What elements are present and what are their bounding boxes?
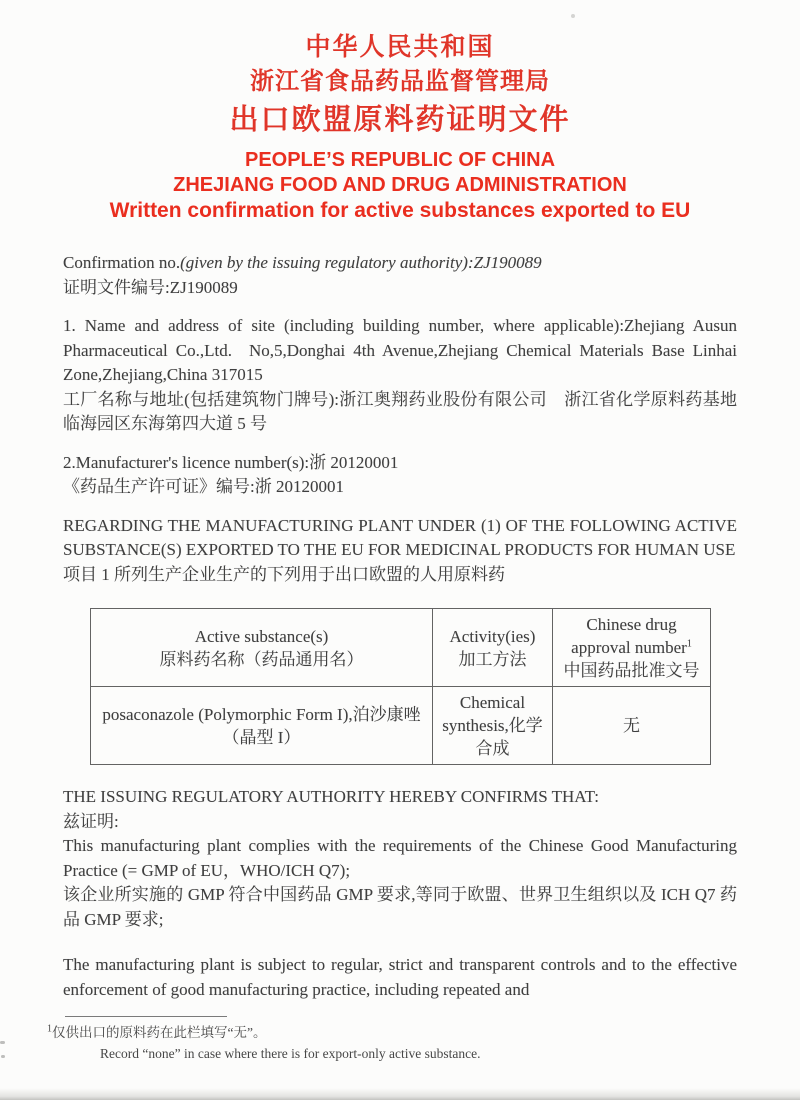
confirmation-number-en [63, 251, 737, 276]
title-cn-doc: 出口欧盟原料药证明文件 [229, 104, 571, 136]
footnote-cn-text: 仅供出口的原料药在此栏填写“无”。 [52, 1025, 267, 1040]
table-header-row [91, 609, 711, 687]
confirmation-number-cn: 证明文件编号:ZJ190089 [63, 277, 238, 297]
confirms-block [63, 785, 737, 932]
document-header [0, 0, 800, 224]
table-header-activity [433, 609, 553, 687]
confirms-p1-cn: 该企业所实施的 GMP 符合中国药品 GMP 要求,等同于欧盟、世界卫生组织以及 ICH Q7 药品 GMP 要求; [63, 885, 737, 929]
section2-en: 2.Manufacturer's licence number(s):浙 20120001 [63, 452, 399, 472]
confirms-title-cn: 兹证明: [63, 811, 119, 831]
substance-table-wrap [90, 608, 710, 765]
section1-en: 1. Name and address of site (including building number, where applicable):Zhejiang Ausun Pharmaceutical Co.,Ltd. No,5,Donghai 4th Avenue,Zhejiang Chemical Materials Base Linhai Zone,Zhejiang,China 317015 [63, 316, 737, 384]
title-en-agency: ZHEJIANG FOOD AND DRUG ADMINISTRATION [173, 174, 627, 196]
table-header-substance [91, 609, 433, 687]
table-header-activity-cn: 加工方法 [458, 649, 527, 669]
footnote-cn [47, 1022, 480, 1043]
table-header-approval [553, 609, 711, 687]
cell-activity: Chemical synthesis,化学合成 [433, 687, 553, 765]
footnote-en: Record “none” in case where there is for export-only active substance. [100, 1046, 481, 1061]
title-en-country: PEOPLE’S REPUBLIC OF CHINA [244, 149, 556, 171]
table-header-activity-en: Activity(ies) [449, 626, 536, 646]
table-header-approval-cn: 中国药品批准文号 [563, 661, 700, 680]
substance-table [90, 608, 711, 765]
title-en-doc: Written confirmation for active substances exported to EU [109, 199, 691, 222]
table-header-substance-cn: 原料药名称（药品通用名） [159, 649, 364, 669]
scan-edge [0, 1088, 800, 1100]
section2-cn: 《药品生产许可证》编号:浙 20120001 [63, 477, 344, 496]
table-row [91, 687, 711, 765]
cell-approval: 无 [553, 687, 711, 765]
footnote-marker: 1 [47, 1023, 52, 1035]
scan-speck [1, 1055, 5, 1058]
controls-paragraph-en: The manufacturing plant is subject to regular, strict and transparent controls and to the effective enforcement of good manufacturing practice, including repeated and [63, 955, 737, 999]
confirmation-number-block [63, 251, 737, 300]
regarding-block [63, 514, 737, 588]
title-cn-country: 中华人民共和国 [305, 34, 495, 61]
confirms-p1-en: This manufacturing plant complies with the requirements of the Chinese Good Manufacturing Practice (= GMP of EU，WHO/ICH Q7); [63, 836, 737, 880]
cell-substance: posaconazole (Polymorphic Form I),泊沙康唑（晶型 I） [91, 687, 433, 765]
confirms-title-en: THE ISSUING REGULATORY AUTHORITY HEREBY CONFIRMS THAT: [63, 787, 599, 806]
footnote [47, 1016, 480, 1064]
document-body [0, 251, 800, 1002]
footnote-divider [65, 1016, 227, 1017]
scan-speck [571, 14, 575, 18]
footnote-ref-icon: 1 [686, 638, 692, 650]
regarding-cn: 项目 1 所列生产企业生产的下列用于出口欧盟的人用原料药 [63, 564, 505, 584]
table-header-substance-en: Active substance(s) [194, 626, 329, 646]
table-header-approval-en: Chinese drug approval number [571, 615, 687, 657]
regarding-en: REGARDING THE MANUFACTURING PLANT UNDER (1) OF THE FOLLOWING ACTIVE SUBSTANCE(S) EXPORTED TO THE EU FOR MEDICINAL PRODUCTS FOR HUMAN USE [63, 515, 737, 559]
section1-cn: 工厂名称与地址(包括建筑物门牌号):浙江奥翔药业股份有限公司 浙江省化学原料药基地临海园区东海第四大道 5 号 [63, 389, 737, 433]
section1-site-block [63, 314, 737, 437]
confirmation-value: (given by the issuing regulatory authority):ZJ190089 [180, 253, 542, 272]
scan-speck [0, 1041, 5, 1044]
title-cn-agency: 浙江省食品药品监督管理局 [250, 69, 550, 95]
controls-paragraph-block [63, 953, 737, 1002]
confirmation-label: Confirmation no. [63, 253, 181, 272]
section2-licence-block [63, 451, 737, 500]
